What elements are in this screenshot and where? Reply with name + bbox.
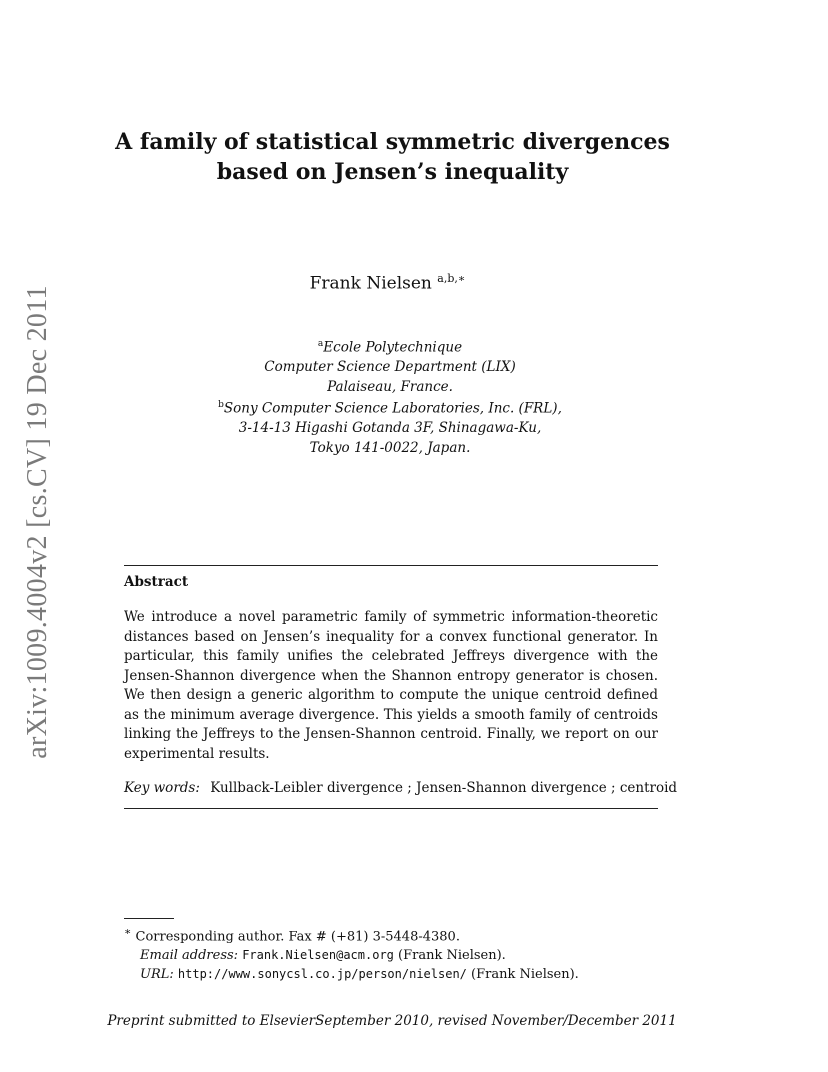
affiliation-line: Sony Computer Science Laboratories, Inc. (FRL), — [223, 400, 562, 417]
author-line — [0, 272, 775, 294]
abstract-heading: Abstract — [124, 574, 189, 590]
affiliation-line: 3-14-13 Higashi Gotanda 3F, Shinagawa-Ku, — [238, 420, 542, 436]
keywords-label: Key words: — [124, 780, 200, 796]
keywords-bottom-rule — [124, 808, 658, 809]
affiliation-mark: b — [218, 400, 224, 410]
affiliation-line: Ecole Polytechnique — [323, 339, 463, 356]
footnote-rule — [124, 918, 174, 919]
paper-title — [0, 127, 785, 187]
footnote-mark: ∗ — [124, 925, 132, 938]
preprint-notice: Preprint submitted to ElsevierSeptember 2010, revised November/December 2011 — [107, 1013, 677, 1029]
arxiv-sidebar-stamp: arXiv:1009.4004v2 [cs.CV] 19 Dec 2011 — [22, 285, 53, 759]
keywords-line — [124, 780, 677, 796]
footnote — [124, 923, 579, 984]
url-label: URL: — [140, 967, 174, 983]
author-name: Frank Nielsen — [309, 273, 432, 294]
email-label: Email address: — [140, 948, 239, 964]
title-line-2: based on Jensen’s inequality — [216, 159, 569, 185]
email-suffix: (Frank Nielsen). — [398, 948, 506, 964]
url-suffix: (Frank Nielsen). — [471, 967, 579, 983]
affiliation-line: Palaiseau, France. — [327, 378, 453, 395]
keywords-text: Kullback-Leibler divergence ; Jensen-Shannon divergence ; centroid — [210, 780, 678, 796]
affiliation-line: Computer Science Department (LIX) — [264, 359, 516, 375]
affiliation-b — [0, 396, 780, 458]
footnote-corresponding: Corresponding author. Fax # (+81) 3-5448-4380. — [135, 929, 460, 945]
author-marks: a,b,∗ — [437, 272, 466, 285]
title-line-1: A family of statistical symmetric divergences — [115, 129, 670, 155]
abstract-top-rule — [124, 565, 658, 566]
affiliation-mark: a — [317, 339, 324, 349]
url-link[interactable]: http://www.sonycsl.co.jp/person/nielsen/ — [177, 967, 467, 982]
abstract-body: We introduce a novel parametric family of symmetric information-theoretic distances based on Jensen’s inequality for a convex functional generator. In particular, this family unifies the celebrated Jeffreys divergence with the Jensen-Shannon divergence when the Shannon entropy generator is chosen. We then design a generic algorithm to compute the unique centroid defined as the minimum average divergence. This yields a smooth family of centroids linking the Jeffreys to the Jensen-Shannon centroid. Finally, we report on our experimental results. — [124, 609, 658, 762]
affiliation-a — [0, 335, 780, 397]
affiliation-line: Tokyo 141-0022, Japan. — [309, 439, 471, 456]
email-link[interactable]: Frank.Nielsen@acm.org — [242, 948, 394, 963]
